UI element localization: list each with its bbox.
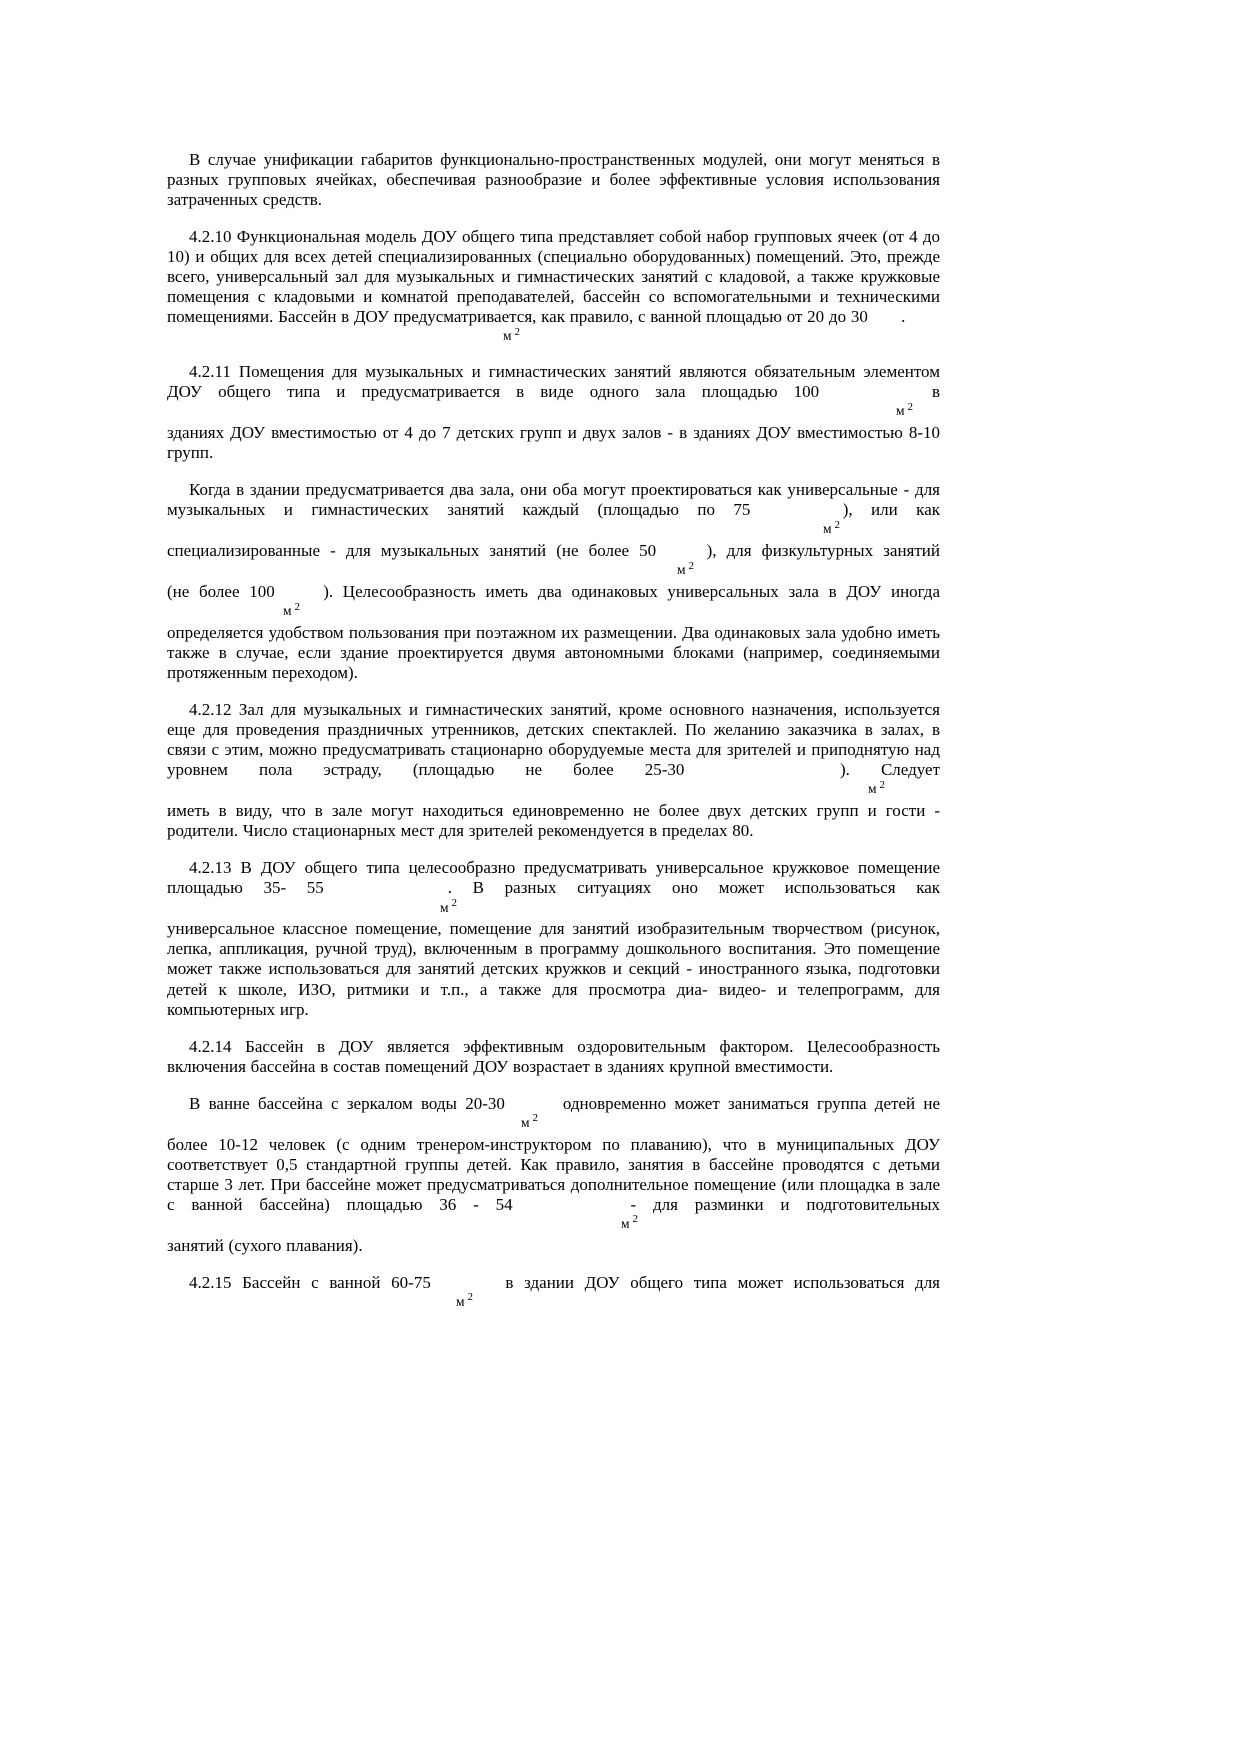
paragraph-4-2-10: 4.2.10 Функциональная модель ДОУ общего типа представляет собой набор групповых ячеек (от 4 до 10) и общих для всех детей специализированных (специально оборудованных) помещений. Это, прежде всего, универсальный зал для музыкальных и гимнастических занятий с кладовой, а также кружковые помещения с кладовыми и комнатой преподавателей, бассейн со вспомогательными и техническими помещениями. Бассейн в ДОУ предусматривается, как правило, с ванной площадью от 20 до 30 .	[167, 227, 940, 327]
paragraph-two-halls-cont-2: (не более 100 ). Целесообразность иметь два одинаковых универсальных зала в ДОУ иногда	[167, 582, 940, 602]
unit-square-meters	[167, 325, 940, 345]
unit-square-meters	[167, 1213, 940, 1233]
unit-base: м	[503, 328, 512, 344]
paragraph-4-2-11-cont: зданиях ДОУ вместимостью от 4 до 7 детских групп и двух залов - в зданиях ДОУ вместимостью 8-10 групп.	[167, 423, 940, 463]
paragraph-pool-group: В ванне бассейна с зеркалом воды 20-30 одновременно может заниматься группа детей не	[189, 1093, 940, 1113]
unit-base: м	[456, 1293, 465, 1309]
paragraph-pool-group-cont: более 10-12 человек (с одним тренером-инструктором по плаванию), что в муниципальных ДОУ соответствует 0,5 стандартной группы детей. Как правило, занятия в бассейне проводятся с детьми старше 3 лет. При бассейне может предусматриваться дополнительное помещение (или площадка в зале с ванной бассейна) площадью 36 - 54 - для разминки и подготовительных	[167, 1134, 940, 1214]
unit-exponent: 2	[907, 400, 914, 413]
unit-square-meters	[167, 778, 940, 798]
unit-base: м	[621, 1215, 630, 1231]
unit-exponent: 2	[514, 325, 521, 338]
unit-exponent: 2	[451, 897, 458, 910]
unit-base: м	[896, 403, 905, 419]
unit-base: м	[677, 562, 686, 578]
paragraph-4-2-15: 4.2.15 Бассейн с ванной 60-75 в здании ДОУ общего типа может использоваться для	[189, 1272, 940, 1292]
unit-base: м	[283, 603, 292, 619]
unit-base: м	[823, 521, 832, 537]
unit-exponent: 2	[294, 600, 301, 613]
unit-square-meters	[167, 897, 940, 917]
unit-exponent: 2	[834, 518, 841, 531]
unit-square-meters	[167, 400, 940, 420]
paragraph-4-2-12: 4.2.12 Зал для музыкальных и гимнастических занятий, кроме основного назначения, используется еще для проведения праздничных утренников, детских спектаклей. По желанию заказчика в залах, в связи с этим, можно предусматривать стационарно оборудуемые места для зрителей и приподнятую над уровнем пола эстраду, (площадью не более 25-30 ). Следует	[167, 700, 940, 780]
paragraph-4-2-13: 4.2.13 В ДОУ общего типа целесообразно предусматривать универсальное кружковое помещение площадью 35- 55 . В разных ситуациях оно может использоваться как	[167, 858, 940, 898]
paragraph-two-halls: Когда в здании предусматривается два зала, они оба могут проектироваться как универсальные - для музыкальных и гимнастических занятий каждый (площадью по 75 ), или как	[167, 480, 940, 520]
unit-square-meters	[167, 518, 940, 538]
paragraph-4-2-12-cont: иметь в виду, что в зале могут находиться единовременно не более двух детских групп и гости - родители. Число стационарных мест для зрителей рекомендуется в пределах 80.	[167, 801, 940, 841]
unit-exponent: 2	[467, 1291, 474, 1304]
unit-base: м	[440, 899, 449, 915]
paragraph-intro: В случае унификации габаритов функционально-пространственных модулей, они могут меняться в разных групповых ячейках, обеспечивая разнообразие и более эффективные условия использования затраченных средств.	[167, 150, 940, 210]
paragraph-4-2-11: 4.2.11 Помещения для музыкальных и гимнастических занятий являются обязательным элементом ДОУ общего типа и предусматривается в виде одного зала площадью 100 в	[167, 362, 940, 402]
unit-base: м	[521, 1114, 530, 1130]
unit-square-meters	[167, 1112, 940, 1132]
unit-exponent: 2	[532, 1112, 539, 1125]
unit-square-meters	[167, 559, 940, 579]
paragraph-pool-group-cont-2: занятий (сухого плавания).	[167, 1235, 363, 1255]
unit-exponent: 2	[688, 559, 695, 572]
unit-exponent: 2	[632, 1213, 639, 1226]
unit-base: м	[868, 781, 877, 797]
unit-exponent: 2	[879, 778, 886, 791]
paragraph-two-halls-cont-1: специализированные - для музыкальных занятий (не более 50 ), для физкультурных занятий	[167, 541, 940, 561]
paragraph-4-2-13-cont: универсальное классное помещение, помещение для занятий изобразительным творчеством (рисунок, лепка, аппликация, ручной труд), включенным в программу дошкольного воспитания. Это помещение может также использоваться для занятий детских кружков и секций - иностранного языка, подготовки детей к школе, ИЗО, ритмики и т.п., а также для просмотра диа- видео- и телепрограмм, для компьютерных игр.	[167, 919, 940, 1019]
unit-square-meters	[167, 1291, 940, 1311]
paragraph-two-halls-cont-3: определяется удобством пользования при поэтажном их размещении. Два одинаковых зала удобно иметь также в случае, если здание проектируется двумя автономными блоками (например, соединяемыми протяженным переходом).	[167, 623, 940, 683]
unit-square-meters	[167, 600, 940, 620]
paragraph-4-2-14: 4.2.14 Бассейн в ДОУ является эффективным оздоровительным фактором. Целесообразность включения бассейна в состав помещений ДОУ возрастает в зданиях крупной вместимости.	[167, 1036, 940, 1076]
